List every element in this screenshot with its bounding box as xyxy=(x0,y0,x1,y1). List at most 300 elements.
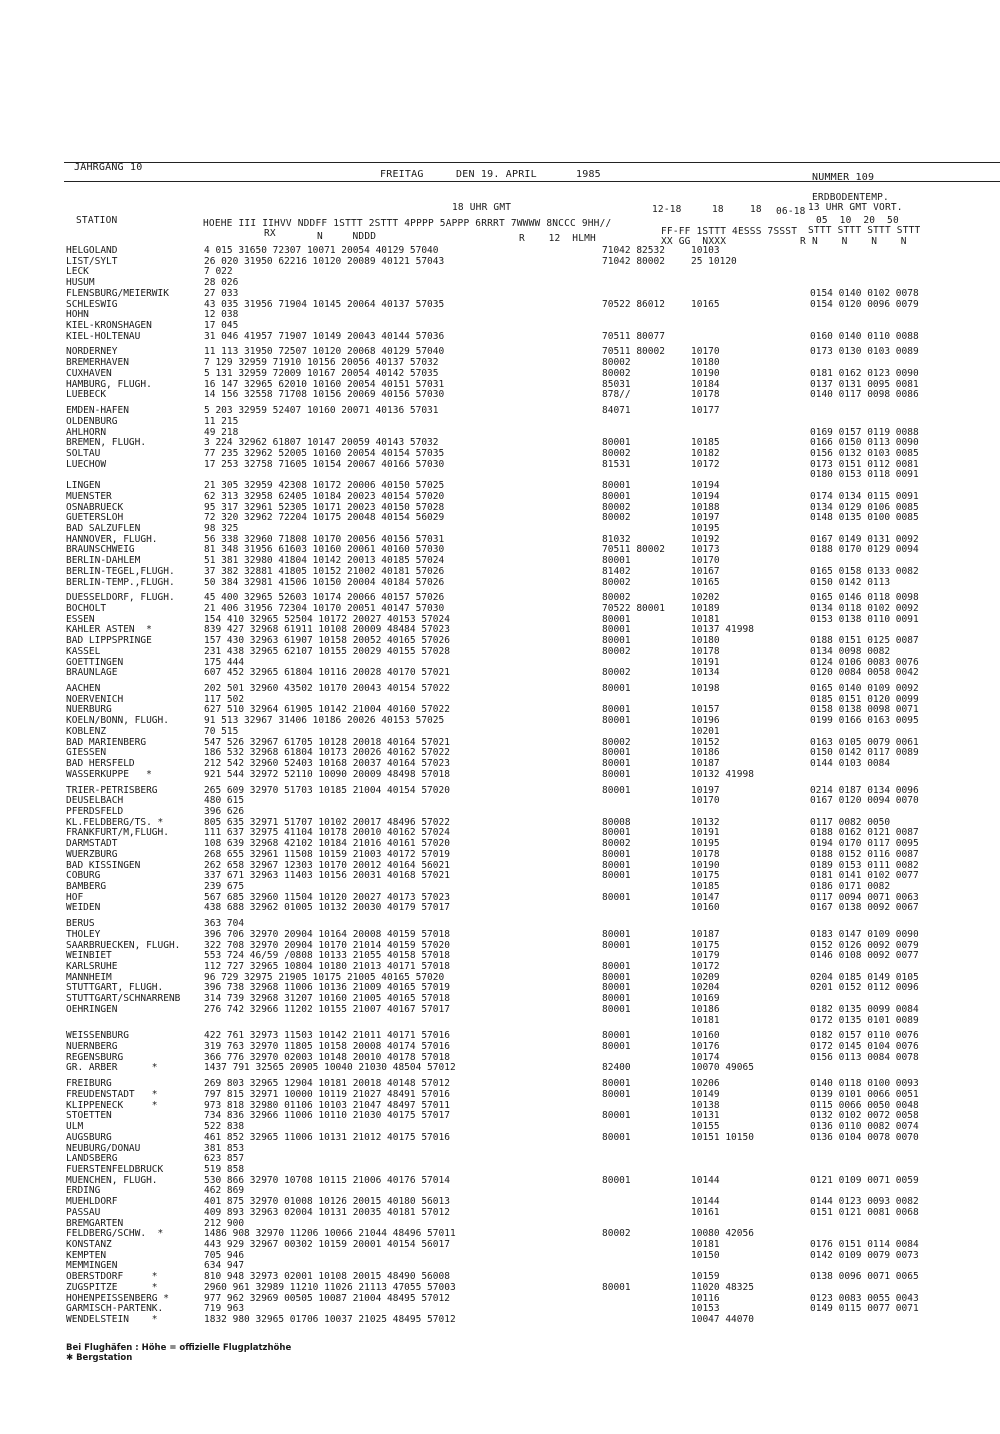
soil-temperatures: 0194 0170 0117 0095 xyxy=(810,838,919,850)
group8-values: 71042 80002 xyxy=(602,255,665,267)
station-values: 45 400 32965 52603 10174 20066 40157 57026 xyxy=(204,592,445,604)
station-values: 705 946 xyxy=(204,1249,245,1261)
group8-values: 80001 xyxy=(602,1131,631,1143)
station-name: ULM xyxy=(66,1121,84,1133)
station-name: COBURG xyxy=(66,870,101,882)
xxgg-header: XX GG NXXX xyxy=(661,236,727,247)
table-row xyxy=(66,1208,996,1219)
soil-temperatures: 0138 0096 0071 0065 xyxy=(810,1271,919,1283)
station-name: MUENCHEN, FLUGH. xyxy=(66,1174,158,1186)
soil-temperatures: 0123 0083 0055 0043 xyxy=(810,1292,919,1304)
top-rule xyxy=(64,162,1000,163)
soil-temperatures: 0154 0140 0102 0078 xyxy=(810,287,919,299)
station-name: OLDENBURG xyxy=(66,415,118,427)
station-values: 607 452 32965 61804 10116 20028 40170 57021 xyxy=(204,667,450,679)
group8-values: 80002 xyxy=(602,512,631,524)
group8-values: 80001 xyxy=(602,555,631,567)
ffff-header: FF-FF 1STTT 4ESSS 7SSST xyxy=(661,226,798,237)
header-rule xyxy=(64,181,1000,182)
group8-values: 80002 xyxy=(602,838,631,850)
regional-values: 10131 xyxy=(691,1110,720,1122)
station-name: LINGEN xyxy=(66,480,101,492)
soil-temperatures: 0115 0066 0050 0048 xyxy=(810,1099,919,1111)
station-name: STUTTGART, FLUGH. xyxy=(66,982,164,994)
group8-values: 80008 xyxy=(602,816,631,828)
regional-values: 10103 xyxy=(691,245,720,256)
group8-values: 85031 xyxy=(602,378,631,390)
soil-temperatures: 0117 0094 0071 0063 xyxy=(810,891,919,903)
group8-values: 80001 xyxy=(602,437,631,449)
group8-values: 70522 80001 xyxy=(602,603,665,614)
station-values: 810 948 32973 02001 10108 20015 48490 56008 xyxy=(204,1271,450,1283)
station-values: 396 706 32970 20904 10164 20008 40159 57018 xyxy=(204,928,450,940)
group8-values: 80001 xyxy=(602,1174,631,1186)
soil-temperatures: 0117 0082 0050 xyxy=(810,816,891,828)
station-values: 212 542 32960 52403 10168 20037 40164 57023 xyxy=(204,758,450,770)
soil-temperatures: 0124 0106 0083 0076 xyxy=(810,656,919,668)
group8-values: 80001 xyxy=(602,928,631,940)
station-name: NUERNBERG xyxy=(66,1041,118,1053)
group8-values: 80001 xyxy=(602,1030,631,1042)
station-values: 462 869 xyxy=(204,1185,245,1197)
group8-values: 80002 xyxy=(602,736,631,748)
r12-header: R 12 HLMH xyxy=(519,233,596,244)
regional-values: 10189 xyxy=(691,603,720,614)
station-values: 112 727 32965 10804 10180 21013 40171 57018 xyxy=(204,961,450,972)
station-name: BAMBERG xyxy=(66,880,107,892)
soil-temperatures: 0182 0135 0099 0084 xyxy=(810,1003,919,1015)
soil-temperatures: 0140 0118 0100 0093 xyxy=(810,1078,919,1090)
group8-values: 80001 xyxy=(602,1078,631,1090)
group8-values: 80002 xyxy=(602,592,631,604)
depths-header: 05 10 20 50 xyxy=(816,215,899,226)
soil-temperatures: 0134 0118 0102 0092 xyxy=(810,603,919,614)
regional-values: 10185 xyxy=(691,880,720,892)
table-row xyxy=(66,903,996,914)
station-name: GUETERSLOH xyxy=(66,512,124,524)
group8-values: 80002 xyxy=(602,576,631,588)
station-name: HAMBURG, FLUGH. xyxy=(66,378,152,390)
station-values: 268 655 32961 11508 10159 21003 40172 57019 xyxy=(204,848,450,860)
station-values: 627 510 32964 61905 10142 21004 40160 57022 xyxy=(204,704,450,716)
regional-values: 25 10120 xyxy=(691,255,737,267)
day-label: FREITAG xyxy=(380,169,424,180)
table-row xyxy=(66,1063,996,1074)
group8-values: 70522 86012 xyxy=(602,298,665,310)
soil-temperatures: 0167 0120 0094 0070 xyxy=(810,795,919,807)
date-label: DEN 19. APRIL xyxy=(456,169,537,180)
soil-temperatures: 0176 0151 0114 0084 xyxy=(810,1238,919,1250)
station-name: GR. ARBER * xyxy=(66,1062,158,1074)
station-values: 363 704 xyxy=(204,918,245,930)
soil-temperatures: 0181 0141 0102 0077 xyxy=(810,870,919,882)
uhr-gmt-label: 18 UHR GMT xyxy=(452,202,512,213)
station-values: 117 502 xyxy=(204,693,245,705)
station-values: 366 776 32970 02003 10148 20010 40178 57018 xyxy=(204,1051,450,1063)
regional-values: 10150 xyxy=(691,1249,720,1261)
station-name: BERUS xyxy=(66,918,95,930)
regional-values: 10132 xyxy=(691,816,720,828)
regional-values: 10186 xyxy=(691,1003,720,1015)
station-table xyxy=(66,246,996,1326)
soil-temperatures: 0182 0157 0110 0076 xyxy=(810,1030,919,1042)
group8-values: 80001 xyxy=(602,704,631,716)
soil-temperatures: 0165 0146 0118 0098 xyxy=(810,592,919,604)
soil-temperatures: 0188 0170 0129 0094 xyxy=(810,544,919,556)
station-values: 49 218 xyxy=(204,426,239,438)
station-name: THOLEY xyxy=(66,928,101,940)
soil-temperatures: 0181 0162 0123 0090 xyxy=(810,367,919,379)
station-name: BOCHOLT xyxy=(66,603,107,614)
station-values: 337 671 32963 11403 10156 20031 40168 57021 xyxy=(204,870,450,882)
group8-values: 80001 xyxy=(602,1041,631,1053)
station-name: GOETTINGEN xyxy=(66,656,124,668)
soil-temperatures: 0136 0104 0078 0070 xyxy=(810,1131,919,1143)
soil-temperatures: 0121 0109 0071 0059 xyxy=(810,1174,919,1186)
col-18b-header: 18 xyxy=(750,204,762,215)
soil-temperatures: 0132 0102 0072 0058 xyxy=(810,1110,919,1122)
station-values: 98 325 xyxy=(204,522,239,534)
table-row xyxy=(66,1005,996,1016)
regional-values: 10165 xyxy=(691,298,720,310)
station-name: FREIBURG xyxy=(66,1078,112,1090)
station-name: SOLTAU xyxy=(66,447,101,459)
station-name: WEINBIET xyxy=(66,950,112,962)
station-values: 480 615 xyxy=(204,795,245,807)
col-18a-header: 18 xyxy=(712,204,724,215)
station-values: 239 675 xyxy=(204,880,245,892)
station-values: 108 639 32968 42102 10184 21016 40161 57020 xyxy=(204,838,450,850)
table-row xyxy=(66,417,996,428)
station-values: 839 427 32968 61911 10108 20009 48484 57023 xyxy=(204,624,450,636)
station-name: KOBLENZ xyxy=(66,725,107,737)
station-values: 70 515 xyxy=(204,725,239,737)
soil-temperatures: 0183 0147 0109 0090 xyxy=(810,928,919,940)
station-name: HOF xyxy=(66,891,84,903)
soil-temperatures: 0186 0171 0082 xyxy=(810,880,891,892)
footnote-mountain: ✱ Bergstation xyxy=(66,1353,133,1363)
regional-values: 10206 xyxy=(691,1078,720,1090)
table-row xyxy=(66,332,996,343)
station-name: REGENSBURG xyxy=(66,1051,124,1063)
station-name: FRANKFURT/M,FLUGH. xyxy=(66,827,169,839)
group8-values: 82400 xyxy=(602,1062,631,1074)
station-name: KEMPTEN xyxy=(66,1249,107,1261)
regional-values: 10152 xyxy=(691,736,720,748)
station-values: 231 438 32965 62107 10155 20029 40155 57028 xyxy=(204,645,450,657)
regional-values: 10137 41998 xyxy=(691,624,754,636)
group8-values: 80001 xyxy=(602,683,631,695)
group8-values: 71042 82532 xyxy=(602,245,665,256)
group8-values: 80001 xyxy=(602,1088,631,1100)
station-values: 21 406 31956 72304 10170 20051 40147 57030 xyxy=(204,603,445,614)
station-name: FUERSTENFELDBRUCK xyxy=(66,1163,164,1175)
table-row xyxy=(66,668,996,679)
station-values: 3 224 32962 61807 10147 20059 40143 57032 xyxy=(204,437,439,449)
regional-values: 10194 xyxy=(691,490,720,502)
group8-values: 878// xyxy=(602,389,631,401)
station-name: LANDSBERG xyxy=(66,1153,118,1165)
station-name: BAD HERSFELD xyxy=(66,758,135,770)
station-values: 27 033 xyxy=(204,287,239,299)
station-values: 72 320 32962 72204 10175 20048 40154 56029 xyxy=(204,512,445,524)
station-name: LECK xyxy=(66,266,89,278)
regional-values: 10138 xyxy=(691,1099,720,1111)
regional-values: 10179 xyxy=(691,950,720,962)
station-name: AUGSBURG xyxy=(66,1131,112,1143)
station-name: NEUBURG/DONAU xyxy=(66,1142,141,1154)
group8-values: 81531 xyxy=(602,458,631,470)
regional-values: 10195 xyxy=(691,838,720,850)
group8-values: 80001 xyxy=(602,982,631,994)
regional-values: 10173 xyxy=(691,544,720,556)
station-name: BERLIN-TEMP.,FLUGH. xyxy=(66,576,175,588)
station-values: 77 235 32962 52005 10160 20054 40154 57035 xyxy=(204,447,445,459)
station-name: KOELN/BONN, FLUGH. xyxy=(66,715,169,727)
group8-values: 80001 xyxy=(602,870,631,882)
soil-temperatures: 0150 0142 0117 0089 xyxy=(810,747,919,759)
station-name: AHLHORN xyxy=(66,426,107,438)
station-name: BAD KISSINGEN xyxy=(66,859,141,871)
station-name: OEHRINGEN xyxy=(66,1003,118,1015)
station-values: 314 739 32968 31207 10160 21005 40165 57018 xyxy=(204,993,450,1005)
station-values: 409 893 32963 02004 10131 20035 40181 57012 xyxy=(204,1206,450,1218)
station-name: BAD MARIENBERG xyxy=(66,736,147,748)
station-name: KASSEL xyxy=(66,645,101,657)
group8-values: 80001 xyxy=(602,961,631,972)
station-name: BERLIN-TEGEL,FLUGH. xyxy=(66,565,175,577)
regional-values: 10170 xyxy=(691,555,720,567)
group8-values: 80001 xyxy=(602,1003,631,1015)
station-name: BREMEN, FLUGH. xyxy=(66,437,147,449)
station-values: 212 900 xyxy=(204,1217,245,1229)
station-values: 1832 980 32965 01706 10037 21025 48495 57012 xyxy=(204,1314,456,1325)
soil-temperatures: 0134 0098 0082 xyxy=(810,645,891,657)
soil-temperatures: 0151 0121 0081 0068 xyxy=(810,1206,919,1218)
uhr13-header: 13 UHR GMT VORT. xyxy=(808,202,903,213)
regional-values: 10175 xyxy=(691,939,720,951)
station-values: 175 444 xyxy=(204,656,245,668)
table-row xyxy=(66,289,996,300)
station-name: HANNOVER, FLUGH. xyxy=(66,533,158,545)
regional-values: 10132 41998 xyxy=(691,768,754,780)
regional-values: 10209 xyxy=(691,971,720,983)
table-row xyxy=(66,567,996,578)
soil-temperatures: 0139 0101 0066 0051 xyxy=(810,1088,919,1100)
regional-values: 10181 xyxy=(691,1238,720,1250)
station-values: 322 708 32970 20904 10170 21014 40159 57020 xyxy=(204,939,450,951)
regional-values: 10170 xyxy=(691,795,720,807)
station-name: OBERSTDORF * xyxy=(66,1271,158,1283)
soil-temperatures: 0142 0109 0079 0073 xyxy=(810,1249,919,1261)
station-name: HUSUM xyxy=(66,277,95,289)
jahrgang-label: JAHRGANG 10 xyxy=(74,162,143,173)
table-row xyxy=(66,770,996,781)
group8-values: 80002 xyxy=(602,667,631,679)
station-values: 154 410 32965 52504 10172 20027 40153 57024 xyxy=(204,613,450,625)
group8-values: 80002 xyxy=(602,357,631,369)
regional-values: 10176 xyxy=(691,1041,720,1053)
regional-values: 10144 xyxy=(691,1174,720,1186)
station-values: 26 020 31950 62216 10120 20089 40121 57043 xyxy=(204,255,445,267)
soil-temperatures: 0152 0126 0092 0079 xyxy=(810,939,919,951)
table-row xyxy=(66,492,996,503)
range-12-18-header: 12-18 xyxy=(652,204,682,215)
station-name: BAD LIPPSPRINGE xyxy=(66,635,152,647)
soil-temperatures: 0149 0115 0077 0071 xyxy=(810,1303,919,1315)
station-name: BAD SALZUFLEN xyxy=(66,522,141,534)
regional-values: 10186 xyxy=(691,747,720,759)
regional-values: 10191 xyxy=(691,656,720,668)
regional-values: 10174 xyxy=(691,1051,720,1063)
station-name: KLIPPENECK * xyxy=(66,1099,158,1111)
soil-temperatures: 0204 0185 0149 0105 xyxy=(810,971,919,983)
group8-values: 80001 xyxy=(602,758,631,770)
footnote-airport: Bei Flughäfen : Höhe = offizielle Flugplatzhöhe xyxy=(66,1343,292,1353)
station-values: 396 626 xyxy=(204,805,245,817)
soil-temperatures: 0167 0138 0092 0067 xyxy=(810,902,919,914)
group8-values: 80001 xyxy=(602,859,631,871)
regional-values: 10149 xyxy=(691,1088,720,1100)
station-values: 4 015 31650 72307 10071 20054 40129 57040 xyxy=(204,245,439,256)
soil-temperatures: 0153 0138 0110 0091 xyxy=(810,613,919,625)
regional-values: 10155 xyxy=(691,1121,720,1133)
regional-values: 10187 xyxy=(691,758,720,770)
station-values: 547 526 32967 61705 10128 20018 40164 57021 xyxy=(204,736,450,748)
regional-values: 10153 xyxy=(691,1303,720,1315)
station-name: KIEL-HOLTENAU xyxy=(66,330,141,342)
regional-values: 10192 xyxy=(691,533,720,545)
station-name: LUEBECK xyxy=(66,389,107,401)
soil-temperatures: 0134 0129 0106 0085 xyxy=(810,501,919,513)
station-values: 530 866 32970 10708 10115 21006 40176 57014 xyxy=(204,1174,450,1186)
group8-values: 80001 xyxy=(602,891,631,903)
station-values: 623 857 xyxy=(204,1153,245,1165)
station-values: 62 313 32958 62405 10184 20023 40154 57020 xyxy=(204,490,445,502)
station-name: MANNHEIM xyxy=(66,971,112,983)
group8-values: 80002 xyxy=(602,645,631,657)
station-values: 719 963 xyxy=(204,1303,245,1315)
station-values: 31 046 41957 71907 10149 20043 40144 57036 xyxy=(204,330,445,342)
soil-temperatures: 0146 0108 0092 0077 xyxy=(810,950,919,962)
station-name: HOHN xyxy=(66,309,89,321)
station-values: 977 962 32969 00505 10087 21004 48495 57012 xyxy=(204,1292,450,1304)
station-values: 567 685 32960 11504 10120 20027 40173 57023 xyxy=(204,891,450,903)
station-values: 519 858 xyxy=(204,1163,245,1175)
soil-temperatures: 0188 0151 0125 0087 xyxy=(810,635,919,647)
station-name: NOERVENICH xyxy=(66,693,124,705)
regional-values: 10167 xyxy=(691,565,720,577)
station-name: KONSTANZ xyxy=(66,1238,112,1250)
table-row xyxy=(66,578,996,589)
station-name: PASSAU xyxy=(66,1206,101,1218)
soil-temperatures: 0172 0135 0101 0089 xyxy=(810,1014,919,1026)
soil-temperatures: 0172 0145 0104 0076 xyxy=(810,1041,919,1053)
group8-values: 80001 xyxy=(602,480,631,492)
regional-values: 10202 xyxy=(691,592,720,604)
table-row xyxy=(66,647,996,658)
soil-temperatures: 0169 0157 0119 0088 xyxy=(810,426,919,438)
station-name: BERLIN-DAHLEM xyxy=(66,555,141,567)
station-values: 422 761 32973 11503 10142 21011 40171 57016 xyxy=(204,1030,450,1042)
station-name: MUENSTER xyxy=(66,490,112,502)
regional-values: 10196 xyxy=(691,715,720,727)
soil-temperatures: 0188 0162 0121 0087 xyxy=(810,827,919,839)
soil-temperatures: 0120 0084 0058 0042 xyxy=(810,667,919,679)
station-name: MUEHLDORF xyxy=(66,1196,118,1208)
regional-values: 10204 xyxy=(691,982,720,994)
station-values: 522 838 xyxy=(204,1121,245,1133)
station-values: 186 532 32968 61804 10173 20026 40162 57022 xyxy=(204,747,450,759)
group8-values: 80001 xyxy=(602,827,631,839)
soil-temperatures: 0173 0151 0112 0081 xyxy=(810,458,919,470)
group8-values: 80001 xyxy=(602,635,631,647)
station-name: BREMGARTEN xyxy=(66,1217,124,1229)
station-values: 265 609 32970 51703 10185 21004 40154 57020 xyxy=(204,784,450,796)
regional-values: 10191 xyxy=(691,827,720,839)
station-name: STOETTEN xyxy=(66,1110,112,1122)
station-values: 16 147 32965 62010 10160 20054 40151 57031 xyxy=(204,378,445,390)
regional-values: 10170 xyxy=(691,346,720,358)
table-row xyxy=(66,1283,996,1294)
station-name: KIEL-KRONSHAGEN xyxy=(66,320,152,332)
station-values: 1437 791 32565 20905 10040 21030 48504 57012 xyxy=(204,1062,456,1074)
regional-values: 10185 xyxy=(691,437,720,449)
regional-values: 10147 xyxy=(691,891,720,903)
n-nddd-header: N NDDD xyxy=(317,231,377,242)
station-name: WUERZBURG xyxy=(66,848,118,860)
station-name: ZUGSPITZE * xyxy=(66,1281,158,1293)
regional-values: 10172 xyxy=(691,961,720,972)
station-name: MEMMINGEN xyxy=(66,1260,118,1272)
station-name: WEIDEN xyxy=(66,902,101,914)
soil-temperatures: 0160 0140 0110 0088 xyxy=(810,330,919,342)
table-row xyxy=(66,1016,996,1027)
group8-values: 70511 80002 xyxy=(602,544,665,556)
station-values: 973 818 32980 01106 10103 21047 48497 57011 xyxy=(204,1099,450,1111)
regional-values: 10187 xyxy=(691,928,720,940)
station-name: DUESSELDORF, FLUGH. xyxy=(66,592,175,604)
station-values: 11 113 31950 72507 10120 20068 40129 57040 xyxy=(204,346,445,358)
soil-temperatures: 0137 0131 0095 0081 xyxy=(810,378,919,390)
regional-values: 10188 xyxy=(691,501,720,513)
station-name: KAHLER ASTEN * xyxy=(66,624,152,636)
station-values: 797 815 32971 10000 10119 21027 48491 57016 xyxy=(204,1088,450,1100)
station-name: LUECHOW xyxy=(66,458,107,470)
station-values: 7 129 32959 71910 10156 20056 40137 57032 xyxy=(204,357,439,369)
station-values: 17 253 32758 71605 10154 20067 40166 57030 xyxy=(204,458,445,470)
group8-values: 80001 xyxy=(602,1110,631,1122)
group8-values: 81032 xyxy=(602,533,631,545)
erdboden-header: ERDBODENTEMP. xyxy=(812,192,889,203)
station-name: KL.FELDBERG/TS. * xyxy=(66,816,164,828)
regional-values: 10181 xyxy=(691,613,720,625)
soil-temperatures: 0214 0187 0134 0096 xyxy=(810,784,919,796)
station-values: 319 763 32970 11805 10158 20008 40174 57016 xyxy=(204,1041,450,1053)
station-values: 12 038 xyxy=(204,309,239,321)
regional-values: 10157 xyxy=(691,704,720,716)
station-values: 401 875 32970 01008 10126 20015 40180 56013 xyxy=(204,1196,450,1208)
station-values: 381 853 xyxy=(204,1142,245,1154)
station-name: EMDEN-HAFEN xyxy=(66,405,129,417)
station-values: 157 430 32963 61907 10158 20052 40165 57026 xyxy=(204,635,450,647)
station-values: 50 384 32981 41506 10150 20004 40184 57026 xyxy=(204,576,445,588)
station-name: NUERBURG xyxy=(66,704,112,716)
regional-values: 10134 xyxy=(691,667,720,679)
soil-temperatures: 0166 0150 0113 0090 xyxy=(810,437,919,449)
group8-values: 80002 xyxy=(602,1228,631,1240)
group8-values: 80001 xyxy=(602,768,631,780)
